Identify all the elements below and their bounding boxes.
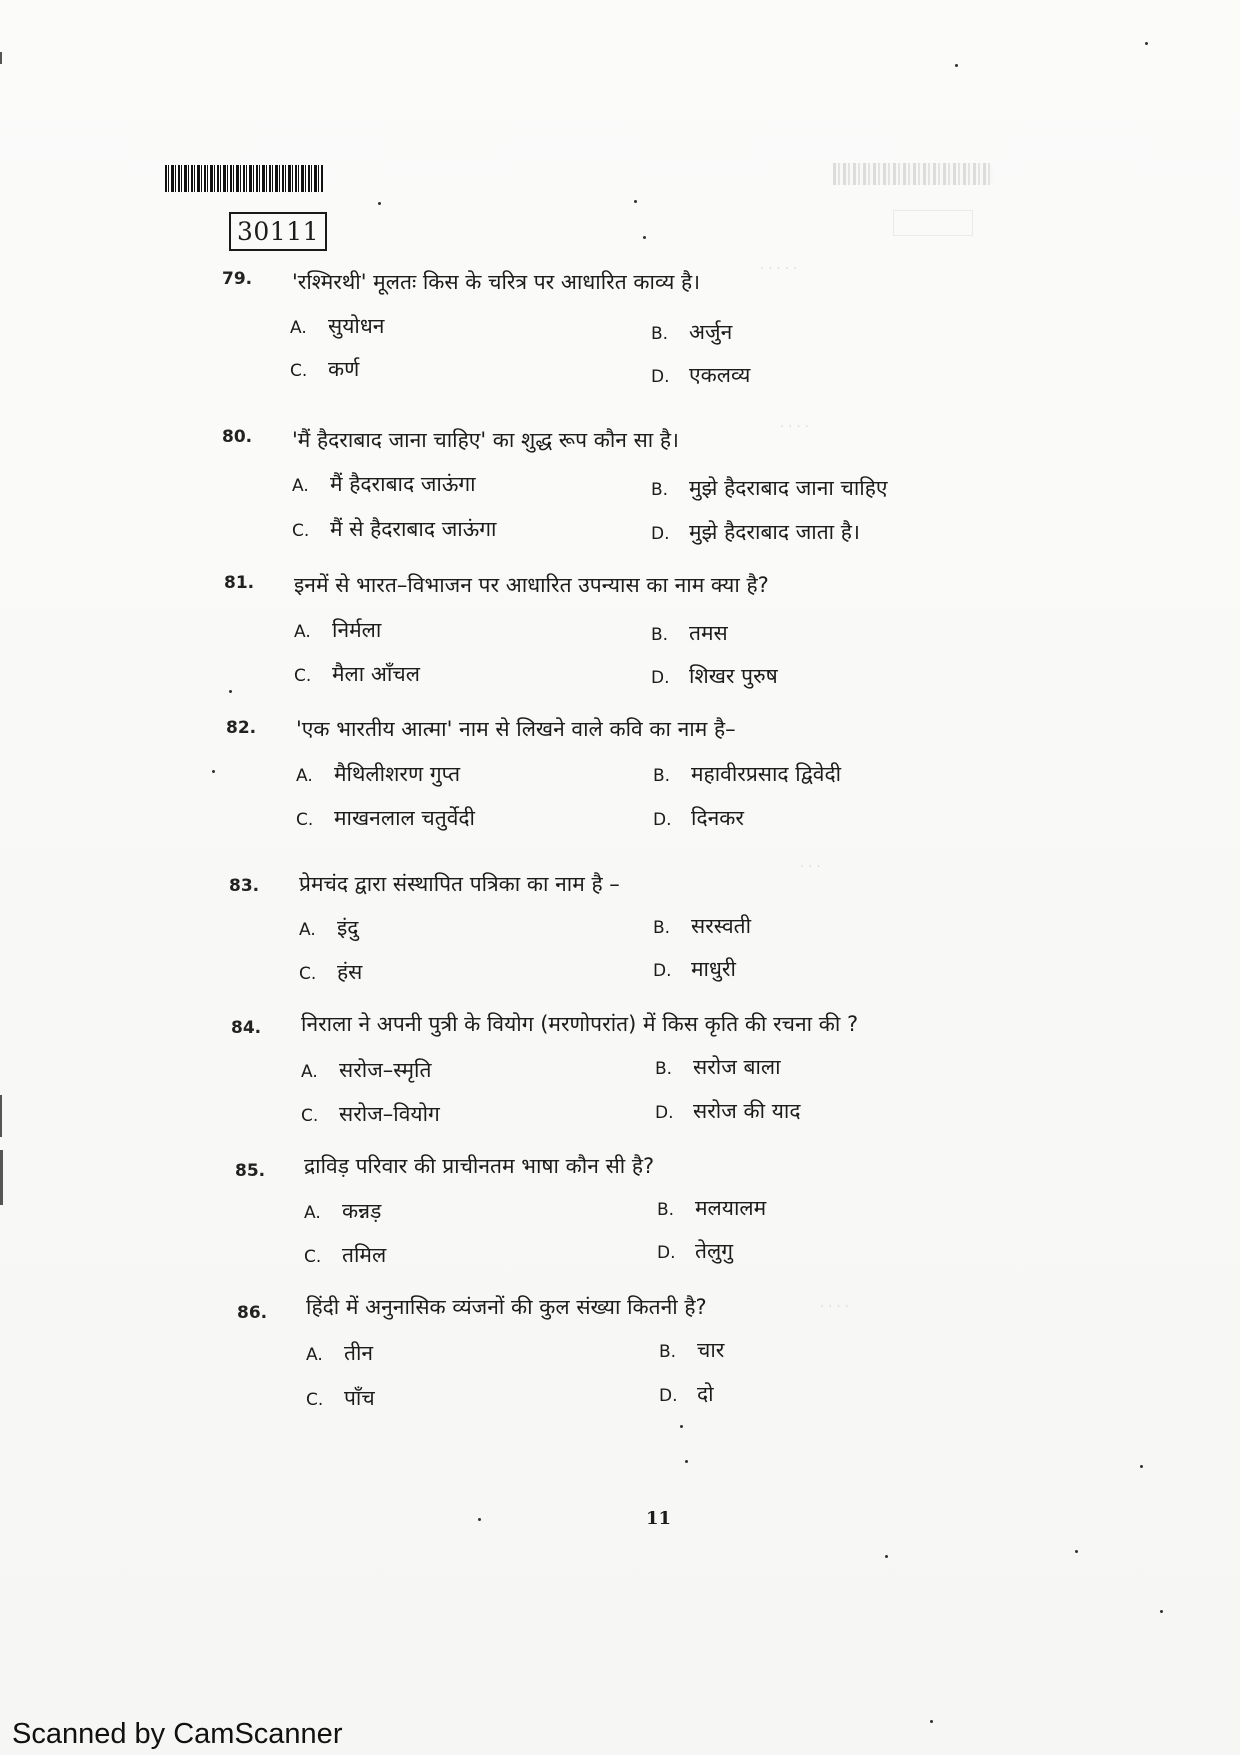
option-text: माखनलाल चतुर्वेदी — [334, 806, 475, 830]
option-c — [301, 1100, 440, 1128]
option-d — [651, 662, 778, 690]
option-letter: A. — [294, 622, 311, 642]
option-text: माधुरी — [691, 957, 736, 981]
option-letter: C. — [290, 361, 308, 381]
bleed-through-text: · · · — [800, 860, 821, 875]
option-letter: C. — [292, 521, 310, 541]
option-c — [296, 804, 475, 832]
option-letter: C. — [296, 810, 314, 830]
scan-speck — [685, 1460, 688, 1463]
option-text: निर्मला — [332, 618, 382, 642]
question-number: 86. — [237, 1303, 268, 1323]
option-text: तमस — [689, 621, 728, 645]
scan-speck — [1140, 1465, 1143, 1468]
question-number: 84. — [231, 1018, 262, 1038]
scan-speck — [885, 1555, 888, 1558]
option-letter: A. — [290, 318, 307, 338]
question-number: 80. — [222, 427, 253, 447]
option-text: सरस्वती — [691, 914, 752, 938]
scan-speck — [229, 690, 232, 693]
option-a — [306, 1339, 373, 1367]
option-text: सरोज बाला — [693, 1055, 781, 1079]
option-a — [299, 914, 358, 942]
option-text: मैं हैदराबाद जाऊंगा — [330, 472, 476, 496]
option-text: इंदु — [337, 916, 359, 940]
option-letter: D. — [651, 524, 670, 544]
scan-speck — [930, 1720, 933, 1723]
bleed-through-code-box — [893, 210, 973, 236]
option-text: मैं से हैदराबाद जाऊंगा — [330, 517, 497, 541]
question-text: 'एक भारतीय आत्मा' नाम से लिखने वाले कवि का नाम है– — [296, 717, 736, 741]
scanner-watermark: Scanned by CamScanner — [12, 1718, 343, 1750]
option-d — [653, 804, 744, 832]
option-text: सरोज–वियोग — [339, 1102, 440, 1126]
question-number: 79. — [222, 269, 253, 289]
option-letter: C. — [301, 1106, 319, 1126]
scan-speck — [378, 202, 381, 205]
option-letter: C. — [294, 666, 312, 686]
option-a — [292, 470, 476, 498]
question-number: 81. — [224, 573, 255, 593]
option-text: तेलुगु — [695, 1239, 734, 1263]
option-a — [290, 312, 384, 340]
scan-speck — [1160, 1610, 1163, 1613]
scan-speck — [478, 1518, 481, 1521]
question-text: निराला ने अपनी पुत्री के वियोग (मरणोपरांत) में किस कृति की रचना की ? — [301, 1012, 859, 1036]
paper-code-box: 30111 — [229, 212, 327, 251]
option-letter: D. — [659, 1386, 678, 1406]
question-text: द्राविड़ परिवार की प्राचीनतम भाषा कौन सी है? — [304, 1154, 655, 1178]
option-c — [292, 515, 496, 543]
option-text: तीन — [344, 1341, 374, 1365]
option-text: अर्जुन — [689, 320, 733, 344]
option-text: सरोज–स्मृति — [339, 1058, 432, 1082]
option-b — [659, 1336, 724, 1364]
option-text: तमिल — [342, 1243, 387, 1267]
scan-edge-mark — [0, 1095, 2, 1137]
scan-speck — [955, 64, 958, 67]
option-letter: B. — [657, 1200, 675, 1220]
option-d — [651, 518, 860, 546]
bleed-through-text: · · · · — [820, 1300, 849, 1315]
option-letter: B. — [651, 480, 669, 500]
question-text: 'मैं हैदराबाद जाना चाहिए' का शुद्ध रूप कौन सा है। — [292, 428, 680, 452]
option-c — [304, 1241, 386, 1269]
option-text: मुझे हैदराबाद जाना चाहिए — [689, 476, 888, 500]
option-b — [657, 1194, 766, 1222]
scan-edge-mark — [0, 52, 2, 64]
option-letter: D. — [651, 668, 670, 688]
option-letter: A. — [301, 1062, 318, 1082]
option-d — [655, 1097, 801, 1125]
option-text: मैथिलीशरण गुप्त — [334, 762, 461, 786]
question-text: इनमें से भारत–विभाजन पर आधारित उपन्यास का नाम क्या है? — [294, 573, 769, 597]
option-c — [290, 355, 359, 383]
option-text: हंस — [337, 960, 363, 984]
option-letter: A. — [306, 1345, 323, 1365]
option-b — [651, 474, 887, 502]
scan-speck — [212, 770, 215, 773]
option-letter: B. — [659, 1342, 677, 1362]
option-text: कर्ण — [328, 357, 360, 381]
option-text: महावीरप्रसाद द्विवेदी — [691, 762, 842, 786]
page-number: 11 — [646, 1508, 672, 1529]
option-text: चार — [697, 1338, 725, 1362]
option-letter: A. — [296, 766, 313, 786]
option-text: सुयोधन — [328, 314, 385, 338]
bleed-through-text: · · · · · — [760, 262, 798, 277]
option-text: मलयालम — [695, 1196, 767, 1220]
option-text: पाँच — [344, 1386, 375, 1410]
question-text: 'रश्मिरथी' मूलतः किस के चरित्र पर आधारित काव्य है। — [292, 270, 701, 294]
option-c — [306, 1384, 375, 1412]
option-b — [651, 619, 728, 647]
option-letter: D. — [651, 367, 670, 387]
option-letter: B. — [651, 625, 669, 645]
option-letter: C. — [299, 964, 317, 984]
question-number: 83. — [229, 876, 260, 896]
option-letter: C. — [306, 1390, 324, 1410]
option-text: मुझे हैदराबाद जाता है। — [689, 520, 860, 544]
option-letter: B. — [653, 766, 671, 786]
option-text: मैला आँचल — [332, 662, 420, 686]
question-text: हिंदी में अनुनासिक व्यंजनों की कुल संख्या कितनी है? — [306, 1295, 707, 1319]
option-d — [651, 361, 750, 389]
option-b — [655, 1053, 781, 1081]
option-c — [299, 958, 362, 986]
bleed-through-text: · · · · — [780, 420, 809, 435]
question-number: 82. — [226, 718, 257, 738]
option-letter: A. — [304, 1203, 321, 1223]
scan-edge-mark — [0, 1150, 3, 1205]
option-letter: A. — [292, 476, 309, 496]
option-letter: D. — [653, 810, 672, 830]
bleed-through-barcode — [833, 163, 993, 185]
option-text: कन्नड़ — [342, 1199, 382, 1223]
option-a — [296, 760, 460, 788]
option-d — [657, 1237, 733, 1265]
question-text: प्रेमचंद द्वारा संस्थापित पत्रिका का नाम है – — [299, 872, 620, 896]
option-b — [653, 760, 841, 788]
option-c — [294, 660, 420, 688]
scan-speck — [634, 200, 637, 203]
scan-speck — [680, 1425, 683, 1428]
option-text: दिनकर — [691, 806, 744, 830]
option-letter: B. — [655, 1059, 673, 1079]
option-letter: B. — [653, 918, 671, 938]
option-letter: B. — [651, 324, 669, 344]
option-b — [651, 318, 732, 346]
option-d — [659, 1380, 714, 1408]
option-text: दो — [697, 1382, 714, 1406]
option-letter: D. — [657, 1243, 676, 1263]
option-text: सरोज की याद — [693, 1099, 801, 1123]
option-a — [294, 616, 381, 644]
option-text: शिखर पुरुष — [689, 664, 778, 688]
option-b — [653, 912, 751, 940]
option-letter: A. — [299, 920, 316, 940]
scan-speck — [1075, 1550, 1078, 1553]
scan-speck — [643, 236, 646, 239]
scan-speck — [1145, 42, 1148, 45]
question-number: 85. — [235, 1161, 266, 1181]
option-letter: C. — [304, 1247, 322, 1267]
option-a — [304, 1197, 381, 1225]
option-a — [301, 1056, 431, 1084]
barcode — [165, 165, 323, 192]
option-d — [653, 955, 736, 983]
option-letter: D. — [655, 1103, 674, 1123]
option-letter: D. — [653, 961, 672, 981]
option-text: एकलव्य — [689, 363, 751, 387]
